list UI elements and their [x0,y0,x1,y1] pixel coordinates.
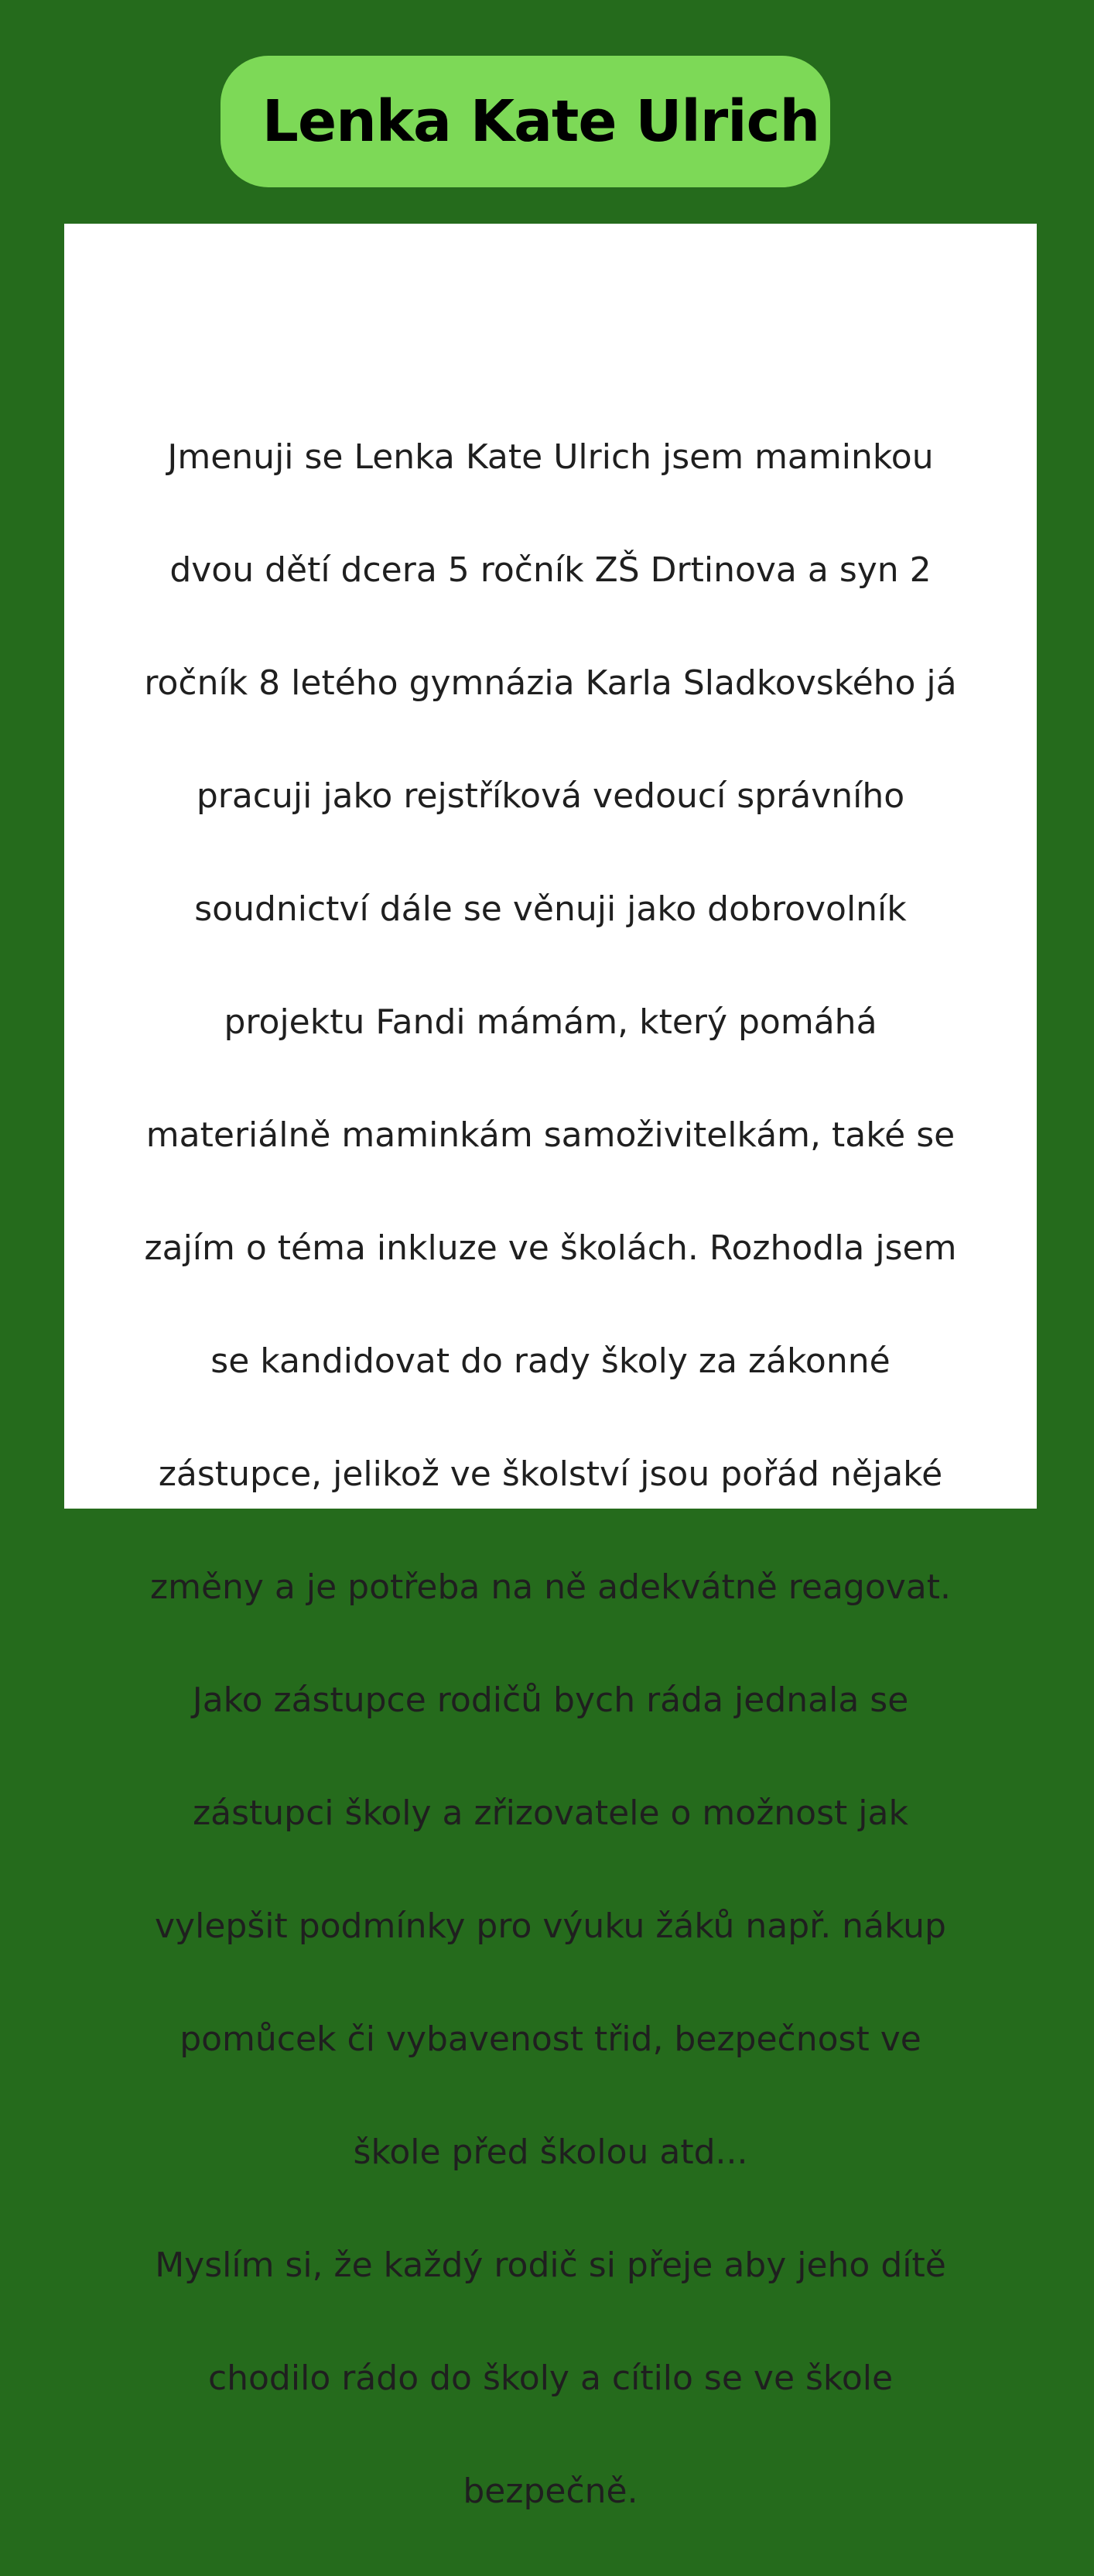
bio-line: pracuji jako rejstříková vedoucí správního [196,776,905,816]
bio-line: vylepšit podmínky pro výuku žáků např. nákup [155,1906,946,1946]
bio-line: chodilo rádo do školy a cítilo se ve škole [207,2358,894,2398]
bio-card [64,224,1037,2511]
bio-text [103,372,998,2576]
bio-line: Jmenuji se Lenka Kate Ulrich jsem maminkou [167,437,934,477]
bio-line: Myslím si, že každý rodič si přeje aby jeho dítě [155,2245,946,2285]
bio-line: soudnictví dále se věnuji jako dobrovolník [194,889,907,929]
bio-line: materiálně maminkám samoživitelkám, také se [145,1115,956,1155]
bio-line: bezpečně. [463,2472,638,2511]
bio-line: ročník 8 letého gymnázia Karla Sladkovského já [144,663,957,703]
bio-line: dvou dětí dcera 5 ročník ZŠ Drtinova a syn 2 [169,550,932,590]
bio-line: se kandidovat do rady školy za zákonné [210,1341,891,1381]
bio-line: Jako zástupce rodičů bych ráda jednala se [192,1680,909,1720]
bio-line: škole před školou atd... [353,2132,748,2172]
bio-line: změny a je potřeba na ně adekvátně reagovat. [149,1567,951,1607]
bio-line: pomůcek či vybavenost třid, bezpečnost ve [179,2019,921,2059]
bio-line: projektu Fandi mámám, který pomáhá [224,1002,877,1042]
bio-line: zajím o téma inkluze ve školách. Rozhodla jsem [144,1228,957,1268]
title-banner [221,56,830,187]
bio-line: zástupci školy a zřizovatele o možnost jak [193,1793,908,1833]
page-title: Lenka Kate Ulrich [262,88,820,155]
bio-line: zástupce, jelikož ve školství jsou pořád nějaké [158,1454,943,1494]
